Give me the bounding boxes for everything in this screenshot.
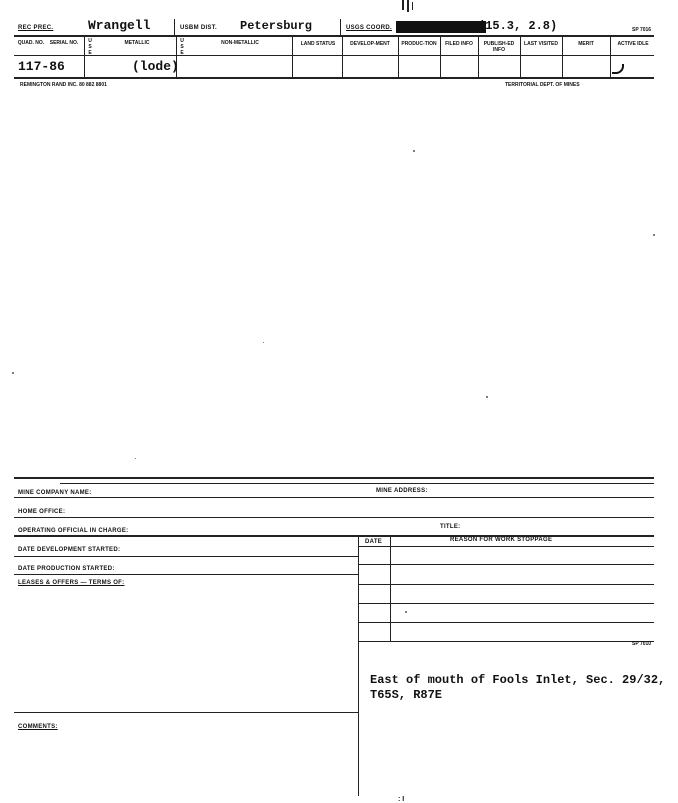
operating-official-label: OPERATING OFFICIAL IN CHARGE: (18, 528, 129, 534)
speck (413, 150, 415, 152)
check-mark (612, 64, 624, 74)
redacted-block (396, 21, 486, 33)
use-marker: U S E (88, 38, 92, 56)
card-rule (14, 535, 654, 537)
usbm-dist-value: Petersburg (240, 19, 313, 33)
col-divider (520, 36, 521, 78)
card-rule (14, 517, 654, 518)
table-divider (390, 536, 391, 641)
speck (263, 342, 264, 343)
table-rule (358, 641, 654, 642)
speck (405, 611, 407, 613)
rec-prec-label: REC PREC. (18, 25, 54, 31)
title-label: TITLE: (440, 524, 461, 530)
leases-label: LEASES & OFFERS — TERMS OF: (18, 580, 125, 586)
table-rule (358, 603, 654, 604)
table-divider (358, 536, 359, 796)
col-divider (342, 36, 343, 78)
bottom-mark: : I (398, 796, 405, 803)
quad-serial-value: 117-86 (18, 59, 65, 74)
home-office-label: HOME OFFICE: (18, 509, 66, 515)
filed-info-label: FILED INFO (445, 41, 473, 47)
scratch-mark (402, 0, 404, 10)
col-divider (610, 36, 611, 78)
mine-company-label: MINE COMPANY NAME: (18, 490, 92, 496)
speck (12, 372, 14, 374)
scratch-mark (412, 2, 413, 10)
card-rule (60, 483, 654, 484)
col-divider (440, 36, 441, 78)
cell-divider (340, 19, 341, 36)
form-code: SP 7016 (632, 27, 652, 33)
speck (653, 234, 655, 236)
dept-note: TERRITORIAL DEPT. OF MINES (505, 82, 580, 88)
form-code-2: SP 7010 (632, 641, 652, 647)
merit-label: MERIT (578, 41, 594, 47)
table-rule (358, 564, 654, 565)
usbm-dist-label: USBM DIST. (180, 25, 218, 31)
table-rule (358, 546, 654, 547)
last-visited-label: LAST VISITED (524, 41, 558, 47)
reason-header: REASON FOR WORK STOPPAGE (450, 537, 553, 543)
non-metallic-label: NON-METALLIC (221, 40, 259, 46)
header-rule (14, 77, 654, 79)
col-divider (292, 36, 293, 78)
scratch-mark (407, 0, 409, 12)
printer-note: REMINGTON RAND INC. 80 882 8801 (20, 82, 107, 88)
mine-address-label: MINE ADDRESS: (376, 488, 428, 494)
col-divider (398, 36, 399, 78)
quad-no-label: QUAD. NO. (17, 40, 45, 46)
col-divider (478, 36, 479, 78)
date-prod-started-label: DATE PRODUCTION STARTED: (18, 566, 115, 572)
header-rule (14, 35, 654, 37)
metallic-label: METALLIC (124, 40, 150, 46)
card-rule (14, 574, 358, 575)
land-status-label: LAND STATUS (300, 41, 336, 47)
col-divider (562, 36, 563, 78)
speck (135, 458, 136, 459)
card-top-rule (14, 477, 654, 479)
card-rule (14, 712, 358, 713)
date-dev-started-label: DATE DEVELOPMENT STARTED: (18, 547, 121, 553)
rec-prec-value: Wrangell (88, 18, 151, 33)
cell-divider (174, 19, 175, 36)
use-marker: U S E (180, 38, 184, 56)
speck (486, 396, 488, 398)
usgs-coord-label: USGS COORD. (346, 25, 392, 31)
location-line-2: T65S, R87E (370, 688, 443, 702)
header-rule (14, 55, 654, 56)
production-label: PRODUC-TION (401, 41, 437, 47)
published-info-label: PUBLISH-ED INFO (483, 41, 515, 53)
table-rule (358, 584, 654, 585)
serial-no-label: SERIAL NO. (49, 40, 79, 46)
development-label: DEVELOP-MENT (350, 41, 390, 47)
comments-label: COMMENTS: (18, 724, 58, 730)
table-rule (358, 622, 654, 623)
active-idle-label: ACTIVE IDLE (617, 41, 649, 47)
location-line-1: East of mouth of Fools Inlet, Sec. 29/32, (370, 673, 666, 687)
lode-value: (lode) (132, 59, 179, 74)
card-rule (14, 497, 654, 498)
card-rule (14, 556, 358, 557)
date-header: DATE (365, 539, 383, 545)
col-divider (84, 36, 85, 78)
usgs-coord-value: (15.3, 2.8) (478, 19, 558, 33)
